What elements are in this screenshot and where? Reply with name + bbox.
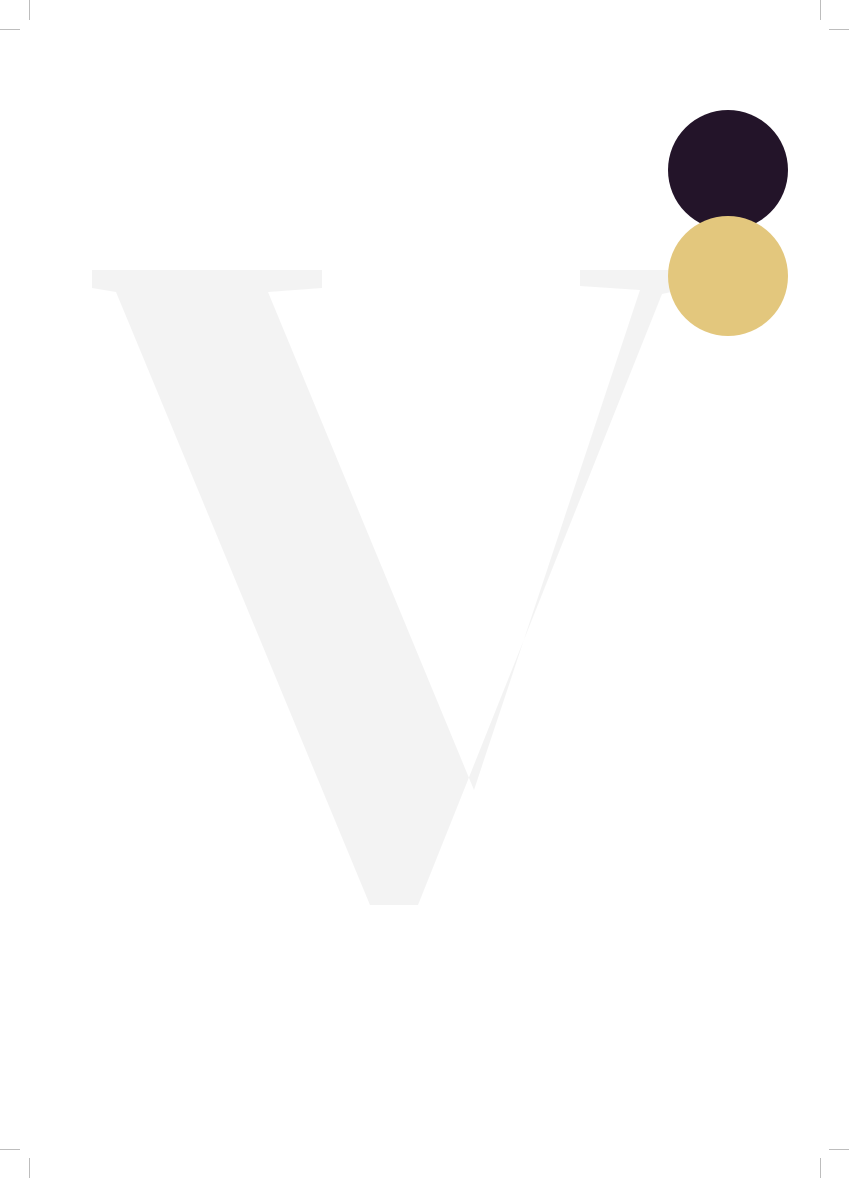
crop-mark [820,1158,821,1178]
crop-mark [0,29,20,30]
eggs-note-circle [668,216,788,336]
crop-mark [29,1158,30,1178]
crop-mark [829,1149,849,1150]
crop-mark [820,0,821,20]
crop-mark [0,1149,20,1150]
crop-mark [29,0,30,20]
crop-mark [829,29,849,30]
